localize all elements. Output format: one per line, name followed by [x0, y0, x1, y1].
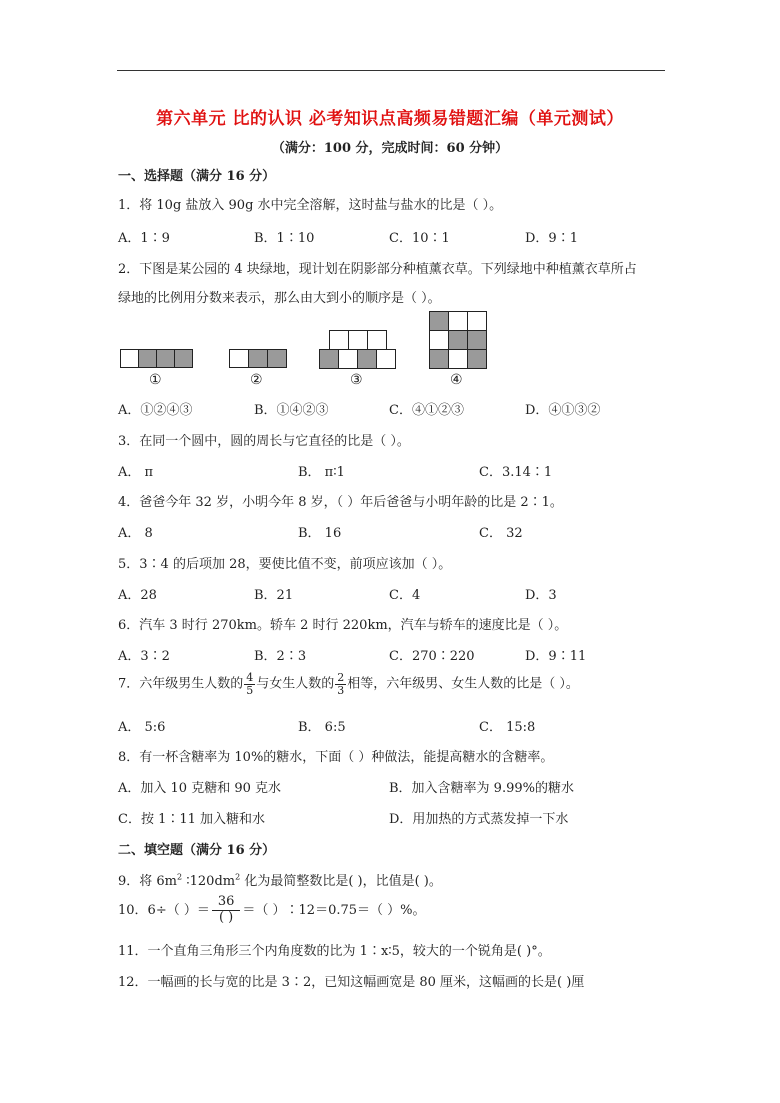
question-12-text: 12．一幅画的长与宽的比是 3∶2，已知这幅画宽是 80 厘米，这幅画的长是( )厘 — [118, 975, 585, 990]
q10-frac-numerator: 36 — [212, 895, 241, 911]
q7-frac2-numerator: 2 — [337, 671, 345, 684]
page-subtitle: （满分：100 分，完成时间：60 分钟） — [271, 141, 509, 156]
question-8-text: 8．有一杯含糖率为 10%的糖水，下面（ ）种做法，能提高糖水的含糖率。 — [118, 750, 554, 765]
q5-option-d: D．3 — [525, 588, 557, 603]
q7-option-a: A． 5:6 — [118, 720, 166, 735]
q1-option-d: D．9∶1 — [525, 231, 578, 246]
figure-3-label: ③ — [350, 372, 363, 388]
question-5-text: 5．3∶4 的后项加 28，要使比值不变，前项应该加（ ）。 — [118, 557, 452, 572]
q5-option-b: B．21 — [254, 588, 294, 603]
question-2-text-line-2: 绿地的比例用分数来表示，那么由大到小的顺序是（ ）。 — [118, 291, 441, 306]
q7-part-1: 7．六年级男生人数的 — [118, 676, 244, 692]
question-7-text — [118, 672, 579, 696]
question-1-text: 1．将 10g 盐放入 90g 水中完全溶解，这时盐与盐水的比是（ ）。 — [118, 198, 503, 213]
q7-frac1-denominator: 5 — [246, 683, 254, 697]
q5-option-c: C．4 — [389, 588, 421, 603]
q5-option-a: A．28 — [118, 588, 157, 603]
q8-option-c: C．按 1∶11 加入糖和水 — [118, 812, 266, 827]
q1-option-a: A．1∶9 — [118, 231, 170, 246]
q8-option-d: D．用加热的方式蒸发掉一下水 — [389, 812, 569, 827]
q7-option-c: C． 15:8 — [479, 720, 536, 735]
q8-option-a: A．加入 10 克糖和 90 克水 — [118, 781, 282, 796]
q1-option-c: C．10∶1 — [389, 231, 450, 246]
q6-option-c: C．270∶220 — [389, 649, 475, 664]
q2-option-a: A．①②④③ — [118, 403, 193, 418]
question-4-text: 4．爸爸今年 32 岁，小明今年 8 岁，（ ）年后爸爸与小明年龄的比是 2∶1。 — [118, 495, 563, 510]
question-6-text: 6．汽车 3 时行 270km。轿车 2 时行 220km，汽车与轿车的速度比是（ ）。 — [118, 618, 568, 633]
question-10-text — [118, 895, 426, 926]
q10-fraction — [212, 895, 241, 926]
q10-part-1: 10．6÷（ ）＝ — [118, 902, 210, 918]
q2-option-b: B．①④②③ — [254, 403, 329, 418]
q3-option-b: B． π∶1 — [298, 465, 345, 480]
q7-frac2-denominator: 3 — [337, 683, 345, 697]
q9-part-2: ∶120dm — [182, 874, 236, 889]
figure-2-label: ② — [250, 372, 263, 388]
figure-4-label: ④ — [450, 372, 463, 388]
q3-option-a: A． π — [118, 465, 154, 480]
q7-frac1-numerator: 4 — [246, 671, 254, 684]
q9-sup-2: 2 — [235, 872, 241, 882]
figure-1-label: ① — [149, 372, 162, 388]
question-9-text — [118, 870, 442, 889]
section-2-heading: 二、填空题（满分 16 分） — [118, 843, 276, 858]
q4-option-a: A． 8 — [118, 526, 153, 541]
q9-part-3: 化为最简整数比是( )，比值是( )。 — [240, 874, 442, 889]
q7-option-b: B． 6:5 — [298, 720, 346, 735]
q4-option-b: B． 16 — [298, 526, 342, 541]
q7-part-3: 相等，六年级男、女生人数的比是（ ）。 — [347, 676, 579, 692]
q6-option-a: A．3∶2 — [118, 649, 170, 664]
question-3-text: 3．在同一个圆中，圆的周长与它直径的比是（ ）。 — [118, 434, 410, 449]
q9-sup-1: 2 — [177, 872, 183, 882]
q7-fraction-four-fifths — [244, 672, 255, 696]
header-rule — [117, 70, 665, 71]
page-title: 第六单元 比的认识 必考知识点高频易错题汇编（单元测试） — [156, 109, 624, 129]
q7-part-2: 与女生人数的 — [256, 676, 335, 692]
q6-option-b: B．2∶3 — [254, 649, 307, 664]
q10-frac-denominator: ( ) — [218, 909, 234, 925]
q8-option-b: B．加入含糖率为 9.99%的糖水 — [389, 781, 574, 796]
question-2-text-line-1: 2．下图是某公园的 4 块绿地，现计划在阴影部分种植薰衣草。下列绿地中种植薰衣草所占 — [118, 262, 637, 277]
q2-option-d: D．④①③② — [525, 403, 601, 418]
section-1-heading: 一、选择题（满分 16 分） — [118, 169, 276, 184]
q7-fraction-two-thirds — [335, 672, 346, 696]
q3-option-c: C．3.14∶1 — [479, 465, 553, 480]
q6-option-d: D．9∶11 — [525, 649, 587, 664]
q1-option-b: B．1∶10 — [254, 231, 315, 246]
q10-part-2: ＝（ ）∶12＝0.75＝（ ）%。 — [242, 902, 426, 918]
q4-option-c: C． 32 — [479, 526, 523, 541]
q9-part-1: 9．将 6m — [118, 874, 178, 889]
q2-option-c: C．④①②③ — [389, 403, 464, 418]
question-11-text: 11．一个直角三角形三个内角度数的比为 1∶x∶5，较大的一个锐角是( )°。 — [118, 944, 551, 959]
